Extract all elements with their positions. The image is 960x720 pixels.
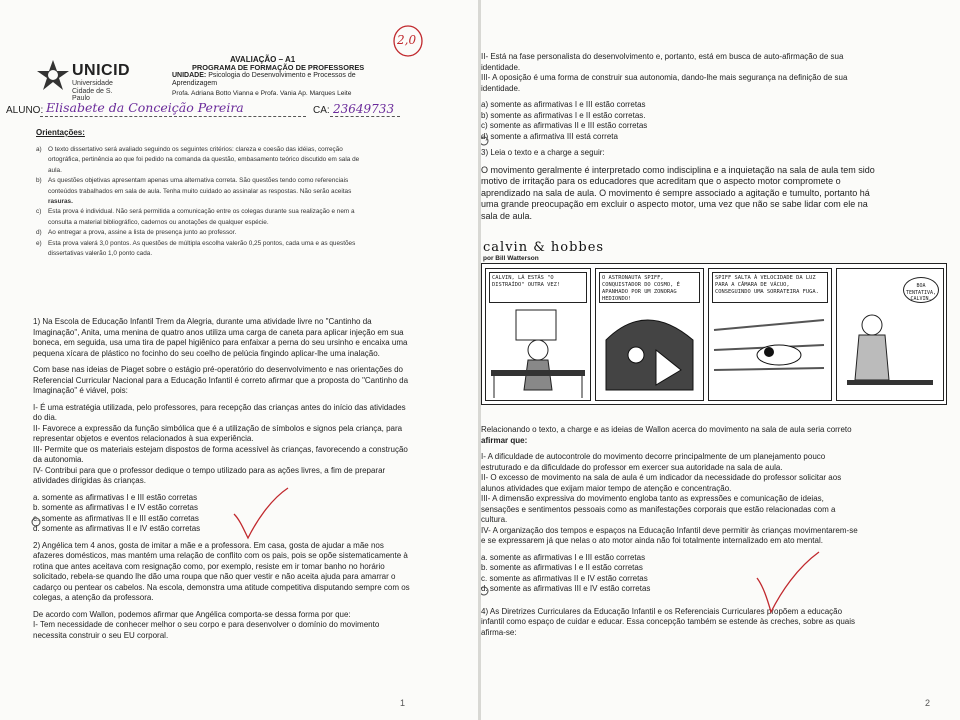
orientations-title: Orientações: [36,128,85,137]
option-line: c. somente as afirmativas II e IV estão corretas [481,573,648,583]
option-line: b. somente as afirmativas I e II estão corretas [481,563,643,572]
right-questions-bottom [481,425,949,638]
unit-line [172,72,394,88]
logo-subtitle-1: Universidade [72,80,113,87]
comic-panel-2 [595,268,704,401]
flight-drawing [709,300,831,400]
option-line: a. somente as afirmativas I e III estão corretas [33,492,198,502]
left-page [0,0,479,720]
teachers-line: Profa. Adriana Botto Vianna e Profa. Vania Ap. Marques Leite [172,90,352,97]
body-line: identidade. [481,62,521,72]
option-line: d. somente as afirmativas II e IV estão corretas [33,524,201,533]
orientation-line: e) Esta prova valerá 3,0 pontos. As questões de múltipla escolha valerão 0,25 pontos, cada uma e as questões [36,239,356,247]
answer-circle-icon [481,136,489,146]
body-spacer [481,595,949,607]
option-line: a. somente as afirmativas I e III estão corretas [481,552,646,562]
body-line: rotina que antes aceitava com resignação como, por exemplo, resiste em ir tomar banho no horário [33,561,385,571]
body-line: necessita construir o seu EU corporal. [33,630,169,640]
answer-circle-icon [481,586,489,596]
orientation-line: a) O texto dissertativo será avaliado seguindo os seguintes critérios: clareza e coesão das idéias, correção [36,146,343,153]
body-line: colegas, a atenção da professora. [33,593,154,602]
logo-subtitle-2: Cidade de S. Paulo [72,88,113,102]
exam-title: AVALIAÇÃO – A1 [230,55,296,64]
comic-title: calvin & hobbes [483,240,605,255]
unit-label: UNIDADE: [172,72,207,79]
body-line: III- A oposição é uma forma de construir sua autonomia, dando-lhe mais segurança na definição de sua [481,73,848,82]
body-line: uma grande preocupação em excluir o aspecto motor, uma vez que não se sabe lidar com ele na [481,199,868,210]
body-line: solicitado, rebela-se quando lhe dão uma roupa que não quer vestir e não aceita ajuda para amarrar o [33,572,396,581]
body-line: infantil como espaço de cuidar e educar. Essa concepção também se estende às creches, sobre as quais [481,617,855,626]
option-line-selected: c. somente as afirmativas II e III estão corretas [33,513,199,523]
score-mark [392,24,424,56]
comic-author: por Bill Watterson [483,255,539,262]
right-page-number: 2 [925,698,931,708]
body-line: afirmar que: [481,435,528,445]
score-value: 2,0 [397,33,417,47]
ca-label: CA: [313,105,330,116]
body-line: da autonomia. [33,455,84,464]
body-line: III- A dimensão expressiva do movimento engloba tanto as expressões e comunicação de ideias, [481,494,824,503]
body-line: representar objetos e eventos relacionados à sua experiência. [33,434,254,443]
checkmark-icon [232,486,292,541]
body-line: do dia. [33,413,58,422]
body-line: sala de aula. [481,210,533,221]
body-line: II- Favorece a expressão da função simbólica que é a utilização de símbolos e signos pela criança, para [33,423,403,433]
orientation-line: aula. [48,166,62,174]
body-line: Imaginação", Anita, uma menina de quatro anos utiliza uma carga de caneta para aplicar injeção em sua [33,327,404,337]
body-line: II- O excesso de movimento na sala de aula é um indicador da necessidade do professor solicitar aos [481,473,842,482]
comic-panel-4 [836,268,944,401]
body-line: identidade. [481,83,521,93]
speech-bubble: CALVIN, LÁ ESTÁS "O DISTRAÍDO" OUTRA VEZ! [489,272,587,303]
orientation-line: d) Ao entregar a prova, assine a lista de presença junto ao professor. [36,229,237,237]
orientation-line: b) As questões objetivas apresentam apenas uma alternativa correta. São questões tendo como referenciais [36,177,349,185]
body-line: 3) Leia o texto e a charge a seguir: [481,148,605,157]
body-line: 4) As Diretrizes Curriculares da Educação Infantil e os Referenciais Curriculares propõem a educação [481,606,843,616]
student-name: Elisabete da Conceição Pereira [46,100,244,115]
body-line: Com base nas ideias de Piaget sobre o estágio pré-operatório do desenvolvimento e nas orientações do [33,365,404,374]
orientations-list [36,145,418,259]
body-line: I- Tem necessidade de conhecer melhor o seu corpo e para desenvolver o domínio do movimento [33,620,380,629]
comic-panel-3 [708,268,832,401]
logo-star-icon [36,58,70,92]
left-page-number: 1 [400,698,406,708]
left-questions [33,317,425,641]
body-line: Imaginação" é viável, pois: [33,386,128,395]
orientation-line: dissertativas valerão 1,0 ponto cada. [48,250,153,258]
body-line: atividades dirigidas às crianças. [33,476,146,485]
body-line: De acordo com Wallon, podemos afirmar que Angélica comporta-se dessa forma por que: [33,609,351,619]
program-title: PROGRAMA DE FORMAÇÃO DE PROFESSORES [192,63,365,72]
option-line: b) somente as afirmativas I e II estão corretas. [481,110,646,120]
body-line: I- É uma estratégia utilizada, pelo professores, para recepção das crianças antes do início das atividades [33,402,406,412]
comic-panel-1 [485,268,591,401]
student-label: ALUNO: [6,105,44,116]
body-line: IV- Contribui para que o professor dedique o tempo utilizado para as ações livres, a fim de preparar [33,465,386,475]
unicid-logo [36,58,132,100]
option-line: c) somente as afirmativas II e III estão corretas [481,121,648,130]
option-line-selected: d) somente a afirmativa III está correta [481,131,618,141]
unit-value: Psicologia do Desenvolvimento e Processos de Aprendizagem [172,72,356,87]
body-line: motivo de irritação para os educadores que acreditam que o aspecto motor compromete o [481,176,841,187]
option-line-selected: d. somente as afirmativas III e IV estão corretas [481,584,651,593]
speech-bubble: BOA TENTATIVA, CALVIN. [903,277,939,303]
orientation-line: rasuras. [48,198,73,206]
body-line: pequena xícara de plástico no focinho do seu coelho de pelúcia fingindo aplicar-lhe uma inalação. [33,348,380,358]
orientation-line: c) Esta prova é individual. Não será permitida a comunicação entre os colegas durante sua realização e nem a [36,208,355,216]
body-line: cadarço ou pentear os cabelos. Na escola, demonstra uma atitude competitiva disputando sempre com os [33,582,410,592]
orientation-line: conteúdos trabalhados em sala de aula. Tenha muito cuidado ao assinalar as respostas. Não serão aceitas [48,187,352,195]
body-line: e se expressarem já que nelas o ato motor ainda não foi totalmente internalizado em ato mental. [481,536,823,545]
body-line: Relacionando o texto, a charge e as ideias de Wallon acerca do movimento na sala de aula seria correto [481,425,852,434]
body-line: 1) Na Escola de Educação Infantil Trem da Alegria, durante uma atividade livre no "Cantinho da [33,317,372,326]
option-line: b. somente as afirmativas I e IV estão corretas [33,503,198,512]
checkmark-icon [753,548,823,618]
body-line: 2) Angélica tem 4 anos, gosta de imitar a mãe e a professora. Em casa, gosta de ajudar a mãe nos [33,540,384,550]
ca-value: 23649733 [333,102,395,116]
ca-line [330,116,400,117]
spaceship-drawing [596,300,703,400]
body-line: III- Permite que os materiais estejam dispostos de forma acessível às crianças, favorecendo a construção [33,444,408,454]
option-line: a) somente as afirmativas I e III estão corretas [481,100,646,109]
body-line: afazeres domésticos, mas mantém uma relação de conflito com os pais, pois se opõe sistematicamente à [33,551,408,560]
body-line: Referencial Curricular Nacional para a Educação Infantil é correto afirmar que a proposta do "Cantinho da [33,375,409,385]
body-line: estruturado e da dificuldade do professor em exercer sua autoridade na sala de aula. [481,462,783,472]
right-page [481,0,960,720]
body-line: I- A dificuldade de autocontrole do movimento decorre principalmente de um planejamento pouco [481,452,826,461]
body-line: cultura. [481,515,508,524]
classroom-drawing [486,300,590,400]
body-line: II- Está na fase personalista do desenvolvimento e, portanto, está em busca de auto-afirmação de sua [481,52,844,61]
body-line: afirma-se: [481,627,517,637]
body-line: IV- A organização dos tempos e espaços na Educação Infantil deve permitir às crianças movimentarem-se [481,525,858,535]
right-questions-top [481,52,949,222]
body-line: sensações e sentimentos pessoais como as manifestações corporais que estão relacionadas com a [481,504,836,514]
body-line: O movimento geralmente é interpretado como indisciplina e a inquietação na sala de aula tem sido [481,164,875,175]
speech-bubble: O ASTRONAUTA SPIFF, CONQUISTADOR DO COSMO, É APANHADO POR UM ZONORAG HEDIONDO! [599,272,700,303]
body-line: alunos atividades que exijam maior tempo de atenção e concentração. [481,483,732,493]
body-line: aprendizado na sala de aula. O movimento é sempre associado a agitação e tumulto, portanto há [481,187,870,198]
comic-strip [481,263,947,405]
speech-bubble: SPIFF SALTA À VELOCIDADE DA LUZ PARA A CÂMARA DE VÁCUO, CONSEGUINDO UMA SORRATEIRA FUGA. [712,272,828,303]
logo-name: UNICID [72,62,131,79]
answer-circle-icon [31,517,41,527]
orientation-line: ortográfica, pertinência ao que foi pedido na comanda da questão, embasamento teórico discutido em sala de [48,156,360,164]
teacher-drawing [837,300,943,400]
body-line: boneca, em seguida, usa uma tira de papel higiênico para enfaixar a perna do seu ursinho e encaixa uma [33,338,408,347]
orientation-line: consulta a material bibliográfico, cadernos ou anotações de qualquer espécie. [48,218,269,226]
student-name-line [40,116,306,117]
